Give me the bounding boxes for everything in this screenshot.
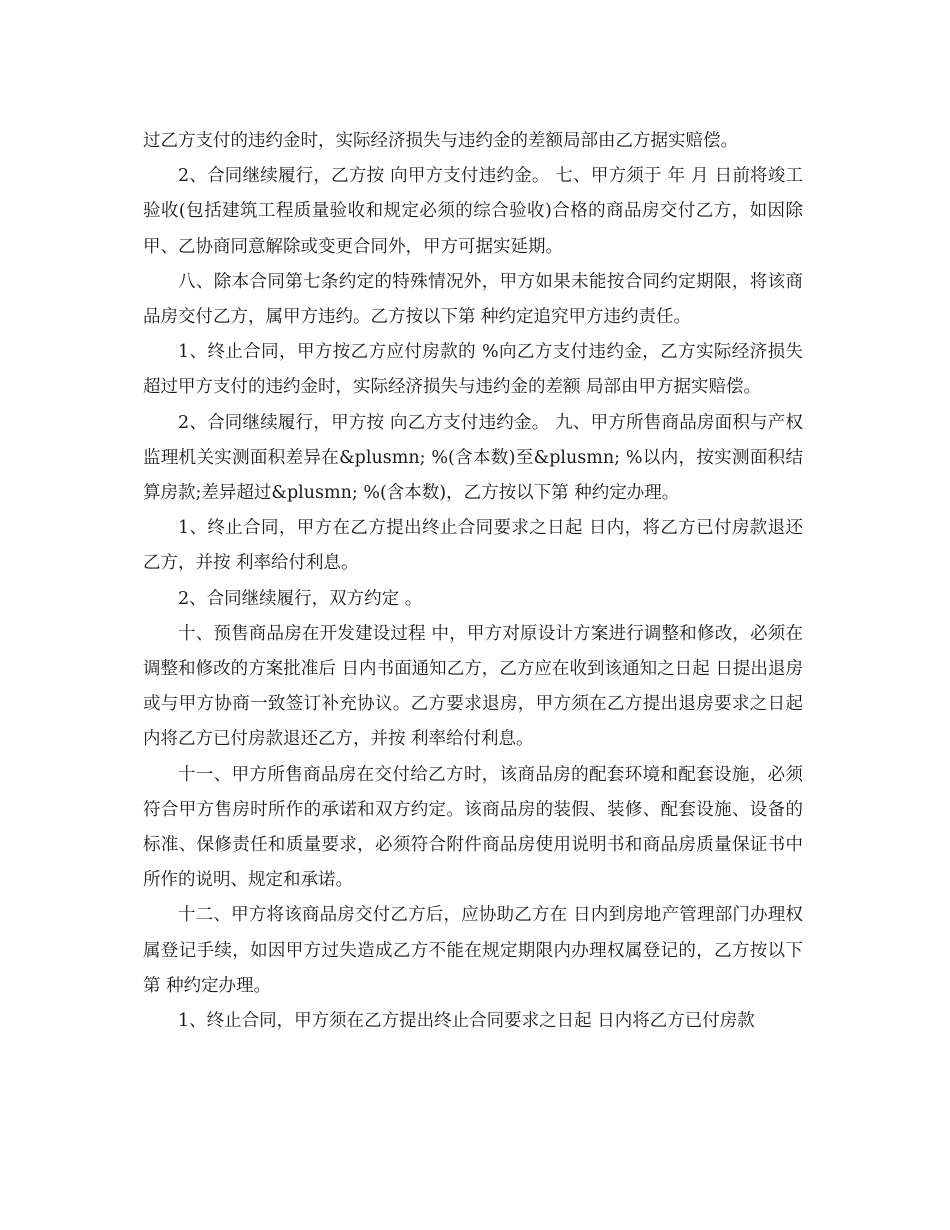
paragraph-9: 十一、甲方所售商品房在交付给乙方时，该商品房的配套环境和配套设施，必须符合甲方售房时所作的承诺和双方约定。该商品房的装假、装修、配套设施、设备的标准、保修责任和质量要求，必须符合附件商品房使用说明书和商品房质量保证书中所作的说明、规定和承诺。 xyxy=(143,764,803,891)
paragraph-4: 1、终止合同，甲方按乙方应付房款的 %向乙方支付违约金，乙方实际经济损失超过甲方支付的违约金时，实际经济损失与违约金的差额 局部由甲方据实赔偿。 xyxy=(143,342,803,398)
paragraph-5: 2、合同继续履行，甲方按 向乙方支付违约金。 九、甲方所售商品房面积与产权监理机关实测面积差异在&plusmn; %(含本数)至&plusmn; %以内，按实测面积结算房款;差异超过&plusmn; %(含本数)，乙方按以下第 种约定办理。 xyxy=(143,412,803,504)
paragraph-6: 1、终止合同，甲方在乙方提出终止合同要求之日起 日内，将乙方已付房款退还乙方，并按 利率给付利息。 xyxy=(143,518,803,574)
paragraph-10: 十二、甲方将该商品房交付乙方后，应协助乙方在 日内到房地产管理部门办理权属登记手续，如因甲方过失造成乙方不能在规定期限内办理权属登记的，乙方按以下第 种约定办理。 xyxy=(143,905,803,996)
paragraph-3: 八、除本合同第七条约定的特殊情况外，甲方如果未能按合同约定期限，将该商品房交付乙方，属甲方违约。乙方按以下第 种约定追究甲方违约责任。 xyxy=(143,271,803,328)
paragraph-8: 十、预售商品房在开发建设过程 中，甲方对原设计方案进行调整和修改，必须在调整和修改的方案批准后 日内书面通知乙方，乙方应在收到该通知之日起 日提出退房或与甲方协商一致签订补充协议。乙方要求退房，甲方须在乙方提出退房要求之日起内将乙方已付房款退还乙方，并按 利率给付利息。 xyxy=(143,623,803,750)
paragraph-1: 过乙方支付的违约金时，实际经济损失与违约金的差额局部由乙方据实赔偿。 xyxy=(143,131,738,151)
paragraph-11: 1、终止合同，甲方须在乙方提出终止合同要求之日起 日内将乙方已付房款 xyxy=(178,1011,755,1032)
paragraph-2: 2、合同继续履行，乙方按 向甲方支付违约金。 七、甲方须于 年 月 日前将竣工验收(包括建筑工程质量验收和规定必须的综合验收)合格的商品房交付乙方，如因除甲、乙协商同意解除或变更合同外，甲方可据实延期。 xyxy=(143,166,803,257)
paragraph-7: 2、合同继续履行，双方约定 。 xyxy=(178,588,423,609)
contract-body xyxy=(143,124,803,1039)
